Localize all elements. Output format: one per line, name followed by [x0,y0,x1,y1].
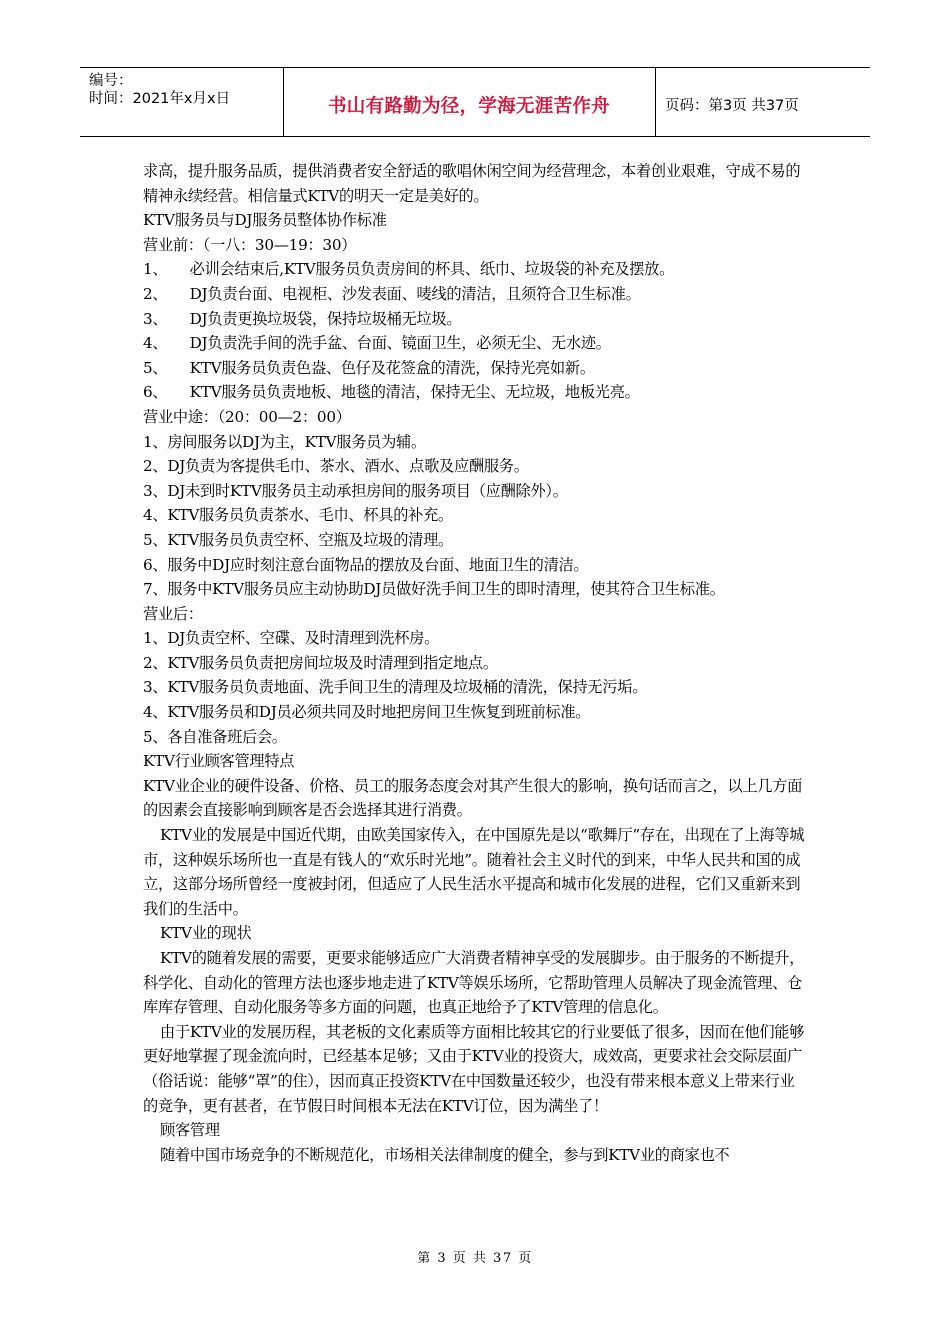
body-paragraph: 2、 DJ负责台面、电视柜、沙发表面、唛线的清洁，且须符合卫生标准。 [143,284,641,303]
body-paragraph: 1、 必训会结束后,KTV服务员负责房间的杯具、纸巾、垃圾袋的补充及摆放。 [143,260,675,279]
document-code-label: 编号： [89,73,133,89]
body-paragraph: 6、 KTV服务员负责地板、地毯的清洁，保持无尘、无垃圾，地板光亮。 [143,383,640,402]
body-paragraph: 4、KTV服务员和DJ员必须共同及时地把房间卫生恢复到班前标准。 [143,703,591,722]
body-paragraph: 3、 DJ负责更换垃圾袋，保持垃圾桶无垃圾。 [143,309,462,328]
body-paragraph: KTV业的发展是中国近代期，由欧美国家传入，在中国原先是以“歌舞厅”存在，出现在了上海等城市，这种娱乐场所也一直是有钱人的“欢乐时光地”。随着社会主义时代的到来，中华人民共和国的成立，这部分场所曾经一度被封闭，但适应了人民生活水平提高和城市化发展的进程，它们又重新来到我们的生活中。 [143,826,805,918]
document-time-label: 时间：2021年x月x日 [89,91,231,107]
body-paragraph: 顾客管理 [160,1121,220,1140]
body-paragraph: 2、KTV服务员负责把房间垃圾及时清理到指定地点。 [143,653,498,672]
body-paragraph: 3、DJ未到时KTV服务员主动承担房间的服务项目（应酬除外）。 [143,481,568,500]
body-paragraph: 求高，提升服务品质，提供消费者安全舒适的歌唱休闲空间为经营理念，本着创业艰难，守成不易的精神永续经营。相信量式KTV的明天一定是美好的。 [143,162,801,205]
body-paragraph: 营业后： [143,604,203,623]
body-paragraph: 5、KTV服务员负责空杯、空瓶及垃圾的清理。 [143,530,453,549]
header-meta-cell [80,68,284,136]
header-motto-cell [283,68,656,136]
body-paragraph: 4、KTV服务员负责茶水、毛巾、杯具的补充。 [143,506,453,525]
body-paragraph: 营业前：（一八：30—19：30） [143,235,357,254]
page-header [80,67,870,137]
body-paragraph: KTV业的现状 [160,924,252,943]
body-paragraph: 2、DJ负责为客提供毛巾、茶水、酒水、点歌及应酬服务。 [143,457,529,476]
body-paragraph: 营业中途：（20：00—2：00） [143,407,351,426]
body-paragraph: 4、 DJ负责洗手间的洗手盆、台面、镜面卫生，必须无尘、无水迹。 [143,334,611,353]
body-paragraph: KTV的随着发展的需要，更要求能够适应广大消费者精神享受的发展脚步。由于服务的不断提升，科学化、自动化的管理方法也逐步地走进了KTV等娱乐场所，它帮助管理人员解决了现金流管理、仓库库存管理、自动化服务等多方面的问题，也真正地给予了KTV管理的信息化。 [143,949,805,1017]
body-paragraph: 随着中国市场竞争的不断规范化，市场相关法律制度的健全，参与到KTV业的商家也不 [160,1145,730,1164]
body-paragraph: 1、房间服务以DJ为主，KTV服务员为辅。 [143,432,426,451]
body-paragraph: KTV业企业的硬件设备、价格、员工的服务态度会对其产生很大的影响，换句话而言之，以上几方面的因素会直接影响到顾客是否会选择其进行消费。 [143,776,803,820]
body-paragraph: 由于KTV业的发展历程，其老板的文化素质等方面相比较其它的行业要低了很多，因而在他们能够更好地掌握了现金流向时，已经基本足够；又由于KTV业的投资大，成效高，更要求社会交际层面广（俗话说：能够“罩”的住），因而真正投资KTV在中国数量还较少，也没有带来根本意义上带来行业的竞争，更有甚者，在节假日时间根本无法在KTV订位，因为满坐了！ [143,1022,805,1115]
body-paragraph: KTV服务员与DJ服务员整体协作标准 [143,211,387,230]
body-paragraph: 7、服务中KTV服务员应主动协助DJ员做好洗手间卫生的即时清理，使其符合卫生标准。 [143,580,725,599]
body-paragraph: KTV行业顾客管理特点 [143,752,295,771]
body-paragraph: 5、 KTV服务员负责色盎、色仔及花签盒的清洗，保持光亮如新。 [143,358,595,377]
header-page-code: 页码：第3页 共37页 [665,98,799,114]
header-motto: 书山有路勤为径，学海无涯苦作舟 [327,96,610,117]
document-body [143,159,809,1167]
page-footer: 第 3 页 共 37 页 [417,1251,533,1266]
body-paragraph: 3、KTV服务员负责地面、洗手间卫生的清理及垃圾桶的清洗，保持无污垢。 [143,678,648,697]
body-paragraph: 5、各自准备班后会。 [143,727,287,746]
header-page-cell [655,68,870,136]
body-paragraph: 6、服务中DJ应时刻注意台面物品的摆放及台面、地面卫生的清洁。 [143,555,589,574]
body-paragraph: 1、DJ负责空杯、空碟、及时清理到洗杯房。 [143,629,440,648]
